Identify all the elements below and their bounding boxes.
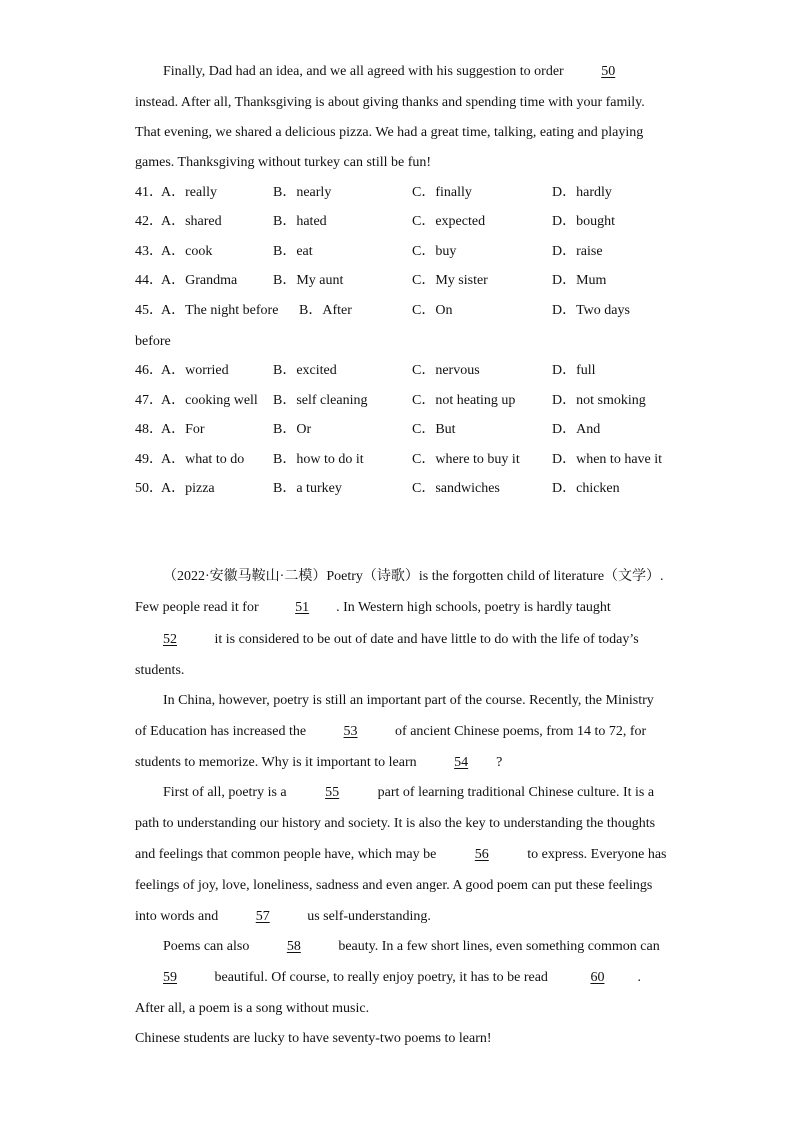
text: and feelings that common people have, which may be <box>135 847 437 862</box>
question-number: 48． <box>135 422 163 437</box>
blank-54: 54 <box>454 755 469 770</box>
blank-50: 50 <box>601 64 616 79</box>
passage2-para3-line-5 <box>135 908 431 926</box>
text: us self-understanding. <box>307 909 431 924</box>
question-41 <box>135 184 695 202</box>
question-number: 43． <box>135 244 163 259</box>
passage2-line-2 <box>135 599 611 617</box>
passage2-para3-line-4: feelings of joy, love, loneliness, sadness and even anger. A good poem can put these feelings <box>135 878 653 893</box>
option-d: D．raise <box>552 244 603 259</box>
passage2-closing-line: Chinese students are lucky to have seventy-two poems to learn! <box>135 1031 492 1046</box>
text: beauty. In a few short lines, even something common can <box>338 939 660 954</box>
question-45 <box>135 302 695 320</box>
option-b: B．self cleaning <box>273 393 368 408</box>
question-number: 45． <box>135 303 163 318</box>
question-number: 46． <box>135 363 163 378</box>
passage1-line-4: games. Thanksgiving without turkey can still be fun! <box>135 155 432 170</box>
option-a: A．cooking well <box>161 393 258 408</box>
option-b: B．excited <box>273 363 337 378</box>
option-b: B．Or <box>273 422 312 437</box>
question-number: 44． <box>135 273 163 288</box>
option-d: D．hardly <box>552 185 612 200</box>
option-d: D．not smoking <box>552 393 646 408</box>
text: Finally, Dad had an idea, and we all agreed with his suggestion to order <box>163 64 564 79</box>
question-47 <box>135 392 695 410</box>
question-43 <box>135 243 695 261</box>
text: it is considered to be out of date and have little to do with the life of today’s <box>214 632 639 647</box>
passage2-para2-line-2 <box>135 723 646 741</box>
blank-52: 52 <box>163 632 177 647</box>
passage2-para2-line-3 <box>135 754 502 772</box>
passage2-para3-line-3 <box>135 846 666 864</box>
question-number: 42． <box>135 214 163 229</box>
passage2-para4-line-2 <box>135 969 641 987</box>
blank-55: 55 <box>325 785 340 800</box>
option-d: D．Mum <box>552 273 607 288</box>
passage2-line-3 <box>135 631 639 649</box>
option-c: C．where to buy it <box>412 452 520 467</box>
option-d: D．Two days <box>552 303 630 318</box>
question-49 <box>135 451 695 469</box>
text: Few people read it for <box>135 600 259 615</box>
blank-51: 51 <box>295 600 310 615</box>
option-d: D．full <box>552 363 596 378</box>
passage2-para3-line-2: path to understanding our history and society. It is also the key to understanding the thoughts <box>135 816 656 831</box>
passage2-para4-line-3: After all, a poem is a song without music. <box>135 1001 370 1016</box>
passage1-line-2: instead. After all, Thanksgiving is about giving thanks and spending time with your family. <box>135 95 645 110</box>
blank-53: 53 <box>343 724 358 739</box>
text: students to memorize. Why is it important to learn <box>135 755 417 770</box>
option-a: A．really <box>161 185 217 200</box>
option-a: A．what to do <box>161 452 245 467</box>
option-b: B．how to do it <box>273 452 364 467</box>
option-a: A．Grandma <box>161 273 238 288</box>
blank-60: 60 <box>590 970 605 985</box>
option-c: C．nervous <box>412 363 480 378</box>
option-b: B．My aunt <box>273 273 344 288</box>
question-number: 47． <box>135 393 163 408</box>
option-b: B．After <box>299 303 352 318</box>
option-a: A．For <box>161 422 205 437</box>
option-a: A．The night before <box>161 303 279 318</box>
option-d: D．bought <box>552 214 615 229</box>
question-number: 50． <box>135 481 163 496</box>
text: ? <box>496 755 503 770</box>
question-42 <box>135 213 695 231</box>
question-44 <box>135 272 695 290</box>
passage2-para4-line-1 <box>163 938 660 956</box>
blank-56: 56 <box>474 847 489 862</box>
text: beautiful. Of course, to really enjoy poetry, it has to be read <box>214 970 548 985</box>
option-d: D．And <box>552 422 601 437</box>
blank-59: 59 <box>163 970 177 985</box>
option-b: B．hated <box>273 214 327 229</box>
passage1-line-1 <box>163 63 643 81</box>
passage1-line-3: That evening, we shared a delicious pizza. We had a great time, talking, eating and playing <box>135 125 644 140</box>
passage2-heading-line: （2022·安徽马鞍山·二模）Poetry（诗歌）is the forgotten child of literature（文学）. <box>163 569 664 584</box>
option-b: B．nearly <box>273 185 332 200</box>
option-a: A．cook <box>161 244 213 259</box>
passage2-para2-line-1: In China, however, poetry is still an important part of the course. Recently, the Ministry <box>163 693 654 708</box>
option-c: C．not heating up <box>412 393 516 408</box>
option-d: D．chicken <box>552 481 620 496</box>
question-48 <box>135 421 695 439</box>
option-a: A．shared <box>161 214 222 229</box>
option-c: C．finally <box>412 185 472 200</box>
question-number: 49． <box>135 452 163 467</box>
option-c: C．sandwiches <box>412 481 500 496</box>
question-46 <box>135 362 695 380</box>
text: part of learning traditional Chinese culture. It is a <box>377 785 655 800</box>
option-c: C．On <box>412 303 453 318</box>
text: of ancient Chinese poems, from 14 to 72, for <box>395 724 647 739</box>
passage2-line-4: students. <box>135 663 185 678</box>
option-b: B．a turkey <box>273 481 342 496</box>
text: First of all, poetry is a <box>163 785 287 800</box>
option-c: C．buy <box>412 244 457 259</box>
text: . In Western high schools, poetry is hardly taught <box>336 600 611 615</box>
question-50 <box>135 480 695 498</box>
option-c: C．expected <box>412 214 486 229</box>
option-c: C．My sister <box>412 273 488 288</box>
question-number: 41． <box>135 185 163 200</box>
text: Poems can also <box>163 939 250 954</box>
question-45-wrap: before <box>135 334 171 349</box>
option-a: A．pizza <box>161 481 215 496</box>
text: of Education has increased the <box>135 724 307 739</box>
text: into words and <box>135 909 219 924</box>
option-b: B．eat <box>273 244 313 259</box>
passage2-para3-line-1 <box>163 784 654 802</box>
blank-57: 57 <box>255 909 270 924</box>
option-d: D．when to have it <box>552 452 663 467</box>
option-c: C．But <box>412 422 456 437</box>
option-a: A．worried <box>161 363 229 378</box>
blank-58: 58 <box>286 939 301 954</box>
text: to express. Everyone has <box>527 847 667 862</box>
text: . <box>637 970 641 985</box>
